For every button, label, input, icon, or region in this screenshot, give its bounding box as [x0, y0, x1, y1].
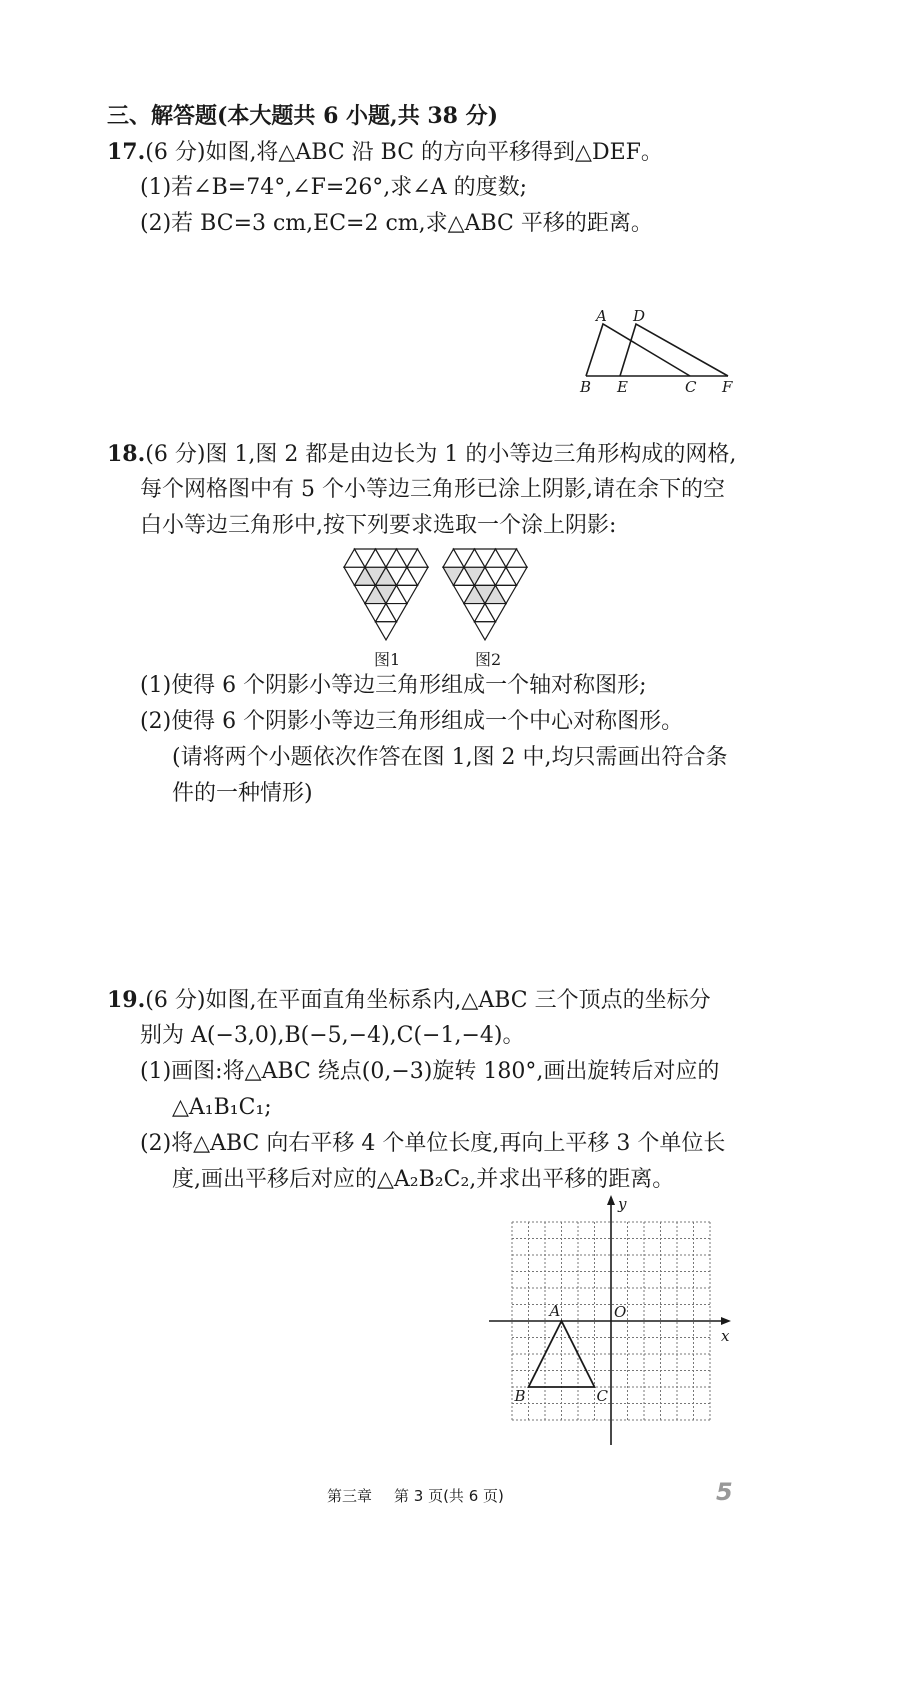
q17-label-b: B [580, 378, 592, 396]
q19-part1a: (1)画图:将△ABC 绕点(0,−3)旋转 180°,画出旋转后对应的 [140, 1059, 720, 1084]
origin-label: O [614, 1303, 627, 1321]
point-b-label: B [514, 1387, 526, 1405]
q17-stem-text: (6 分)如图,将△ABC 沿 BC 的方向平移得到△DEF。 [145, 140, 663, 165]
q19-number: 19. [107, 987, 146, 1013]
q18-figure-2 [439, 545, 531, 645]
q19-part1b: △A₁B₁C₁; [172, 1095, 272, 1120]
section-heading: 三、解答题(本大题共 6 小题,共 38 分) [107, 103, 499, 129]
q18-part2: (2)使得 6 个阴影小等边三角形组成一个中心对称图形。 [140, 709, 684, 734]
q19-coordinate-grid [485, 1195, 745, 1457]
q18-line1 [107, 439, 736, 470]
q17-figure [578, 306, 748, 396]
q19-part2a: (2)将△ABC 向右平移 4 个单位长度,再向上平移 3 个单位长 [140, 1131, 726, 1156]
q17-label-a: A [596, 307, 607, 325]
q17-stem [107, 137, 663, 168]
footer-page-info: 第 3 页(共 6 页) [394, 1487, 504, 1505]
q18-number: 18. [107, 441, 146, 467]
q18-figure1-caption: 图1 [374, 650, 401, 669]
page-number: 5 [716, 1478, 733, 1506]
footer-chapter: 第三章 [327, 1487, 373, 1505]
q19-line2: 别为 A(−3,0),B(−5,−4),C(−1,−4)。 [140, 1023, 525, 1048]
q18-part1: (1)使得 6 个阴影小等边三角形组成一个轴对称图形; [140, 673, 647, 698]
q17-part2: (2)若 BC=3 cm,EC=2 cm,求△ABC 平移的距离。 [140, 211, 653, 236]
q19-part2b: 度,画出平移后对应的△A₂B₂C₂,并求出平移的距离。 [172, 1167, 675, 1192]
q17-label-e: E [617, 378, 628, 396]
point-c-label: C [596, 1387, 608, 1405]
q18-figure-1 [340, 545, 432, 645]
q18-note2: 件的一种情形) [172, 781, 313, 806]
q17-label-f: F [722, 378, 733, 396]
q17-triangle-abc [586, 324, 690, 376]
x-axis-label: x [721, 1327, 730, 1345]
q18-line3: 白小等边三角形中,按下列要求选取一个涂上阴影: [140, 513, 617, 538]
q17-number: 17. [107, 139, 146, 165]
q19-line1 [107, 985, 711, 1016]
grid-triangle[interactable] [376, 622, 397, 640]
q17-label-d: D [633, 307, 646, 325]
y-axis-label: y [618, 1195, 627, 1213]
q18-line1-text: (6 分)图 1,图 2 都是由边长为 1 的小等边三角形构成的网格, [145, 442, 737, 467]
point-a-label: A [549, 1302, 561, 1320]
q18-line2: 每个网格图中有 5 个小等边三角形已涂上阴影,请在余下的空 [140, 477, 725, 502]
q18-note1: (请将两个小题依次作答在图 1,图 2 中,均只需画出符合条 [172, 745, 728, 770]
grid-triangle[interactable] [475, 622, 496, 640]
q18-figure2-caption: 图2 [475, 650, 502, 669]
q19-line1-text: (6 分)如图,在平面直角坐标系内,△ABC 三个顶点的坐标分 [145, 988, 711, 1013]
q17-label-c: C [685, 378, 697, 396]
q17-triangle-def [620, 324, 728, 376]
q17-part1: (1)若∠B=74°,∠F=26°,求∠A 的度数; [140, 175, 528, 200]
